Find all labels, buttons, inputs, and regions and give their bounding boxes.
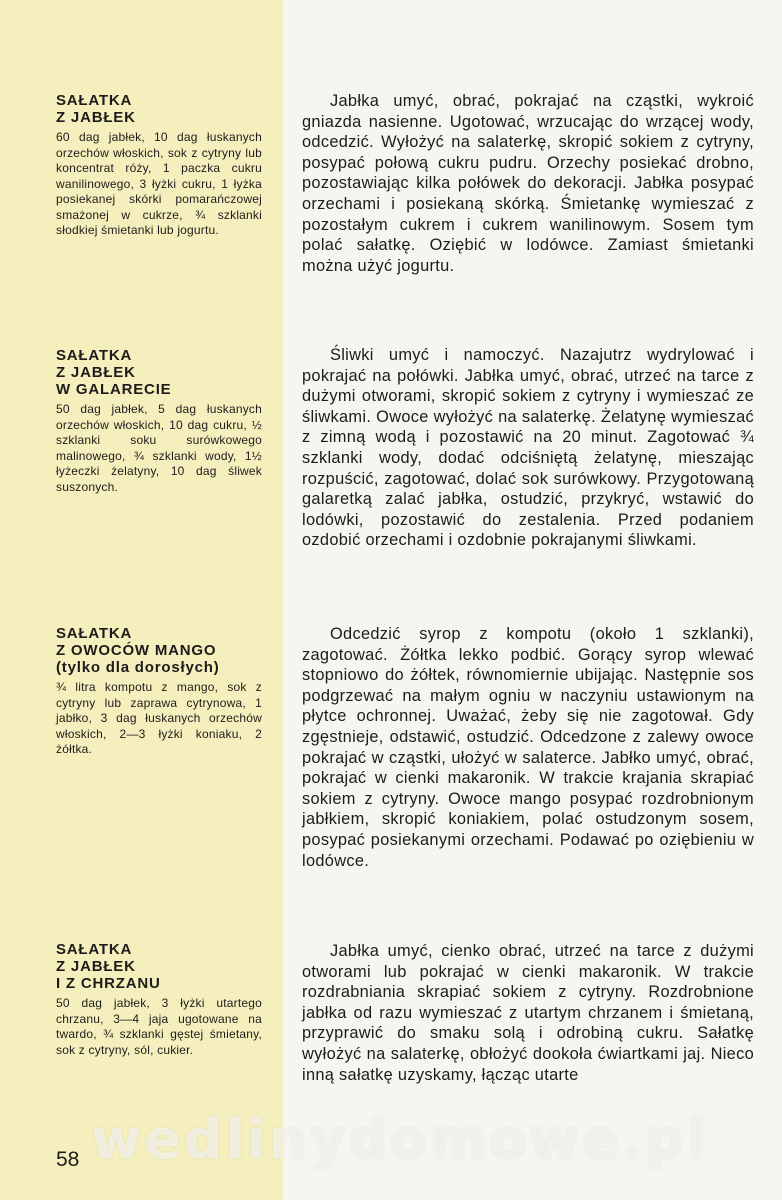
recipe-4-title	[56, 941, 262, 992]
recipe-2-method: Śliwki umyć i namoczyć. Nazajutrz wydrylować i pokrajać na połówki. Jabłka umyć, obrać, utrzeć na tarce z dużymi otworami, skropić sokiem z cytryny i wymieszać ze śliwkami. Owoce wyłożyć na salaterkę. Żelatynę wymieszać z zimną wodą i pozostawić na 20 minut. Zagotować ¾ szklanki wody, dodać odciśniętą żelatynę, mieszając rozpuścić, zagotować, dolać sok surówkowy. Przygotowaną galaretką zalać jabłka, ostudzić, przykryć, wstawić do lodówki, pozostawić do zestalenia. Przed podaniem ozdobić orzechami i ozdobnie pokrajanymi śliwkami.	[302, 346, 754, 550]
recipe-3-title	[56, 625, 262, 676]
recipe-2-title	[56, 347, 262, 398]
recipe-1-sidebar	[56, 92, 262, 239]
recipe-2-title-line-1: SAŁATKA	[56, 347, 133, 364]
recipe-1-title	[56, 92, 262, 126]
recipe-3-method: Odcedzić syrop z kompotu (około 1 szklanki), zagotować. Żółtka lekko podbić. Gorący syrop wlewać stopniowo do żółtek, równomiernie ubijając. Następnie sos podgrzewać na małym ogniu w naczyniu ustawionym na płytce ochronnej. Uważać, żeby się nie zagotował. Gdy zgęstnieje, odstawić, ostudzić. Odcedzone z zalewy owoce pokrajać w cząstki, ułożyć w salaterce. Jabłko umyć, obrać, pokrajać w cienki makaronik. W trakcie krajania skrapiać sokiem z cytryny. Owoce mango posypać rozdrobnionym jabłkiem, skropić koniakiem, polać ostudzonym sosem, posypać posiekanymi orzechami. Podawać po oziębieniu w lodówce.	[302, 625, 754, 870]
recipe-4-title-line-1: SAŁATKA	[56, 941, 133, 958]
recipe-1-ingredients: 60 dag jabłek, 10 dag łuskanych orzechów włoskich, sok z cytryny lub koncentrat róży, 1 paczka cukru wanilinowego, 3 łyżki cukru, 1 łyżka posiekanej skórki pomarańczowej smażonej w cukrze, ¾ szklanki słodkiej śmietanki lub jogurtu.	[56, 130, 262, 237]
recipe-1-method: Jabłka umyć, obrać, pokrajać na cząstki, wykroić gniazda nasienne. Ugotować, wrzucając do wrzącej wody, odcedzić. Wyłożyć na salaterkę, skropić sokiem z cytryny, posypać połową cukru pudru. Orzechy posiekać drobno, pozostawiając kilka połówek do dekoracji. Jabłka posypać orzechami i posiekaną skórką. Śmietankę wymieszać z pozostałym cukrem i cukrem wanilinowym. Sosem tym polać sałatkę. Oziębić w lodówce. Zamiast śmietanki można użyć jogurtu.	[302, 92, 754, 275]
recipe-3-title-line-3: (tylko dla dorosłych)	[56, 659, 220, 676]
recipe-4-title-line-3: I Z CHRZANU	[56, 975, 161, 992]
recipe-4-title-line-2: Z JABŁEK	[56, 958, 136, 975]
recipe-4-ingredients: 50 dag jabłek, 3 łyżki utartego chrzanu, 3—4 jaja ugotowane na twardo, ¾ szklanki gęstej śmietany, sok z cytryny, sól, cukier.	[56, 996, 262, 1057]
recipe-2-ingredients: 50 dag jabłek, 5 dag łuskanych orzechów włoskich, 10 dag cukru, ½ szklanki soku surówkowego malinowego, ¾ szklanki wody, 1½ łyżeczki żelatyny, 10 dag śliwek suszonych.	[56, 402, 262, 494]
recipe-2-sidebar	[56, 347, 262, 495]
recipe-2-title-line-2: Z JABŁEK	[56, 364, 136, 381]
recipe-3-ingredients: ¾ litra kompotu z mango, sok z cytryny lub zaprawa cytrynowa, 1 jabłko, 3 dag łuskanych orzechów włoskich, 2—3 łyżki koniaku, 2 żółtka.	[56, 680, 262, 756]
recipe-1-title-line-2: Z JABŁEK	[56, 109, 136, 126]
recipe-2-title-line-3: W GALARECIE	[56, 381, 172, 398]
watermark: wedlinydomowe.pl	[91, 1108, 709, 1171]
recipe-4-sidebar	[56, 941, 262, 1058]
recipe-3-title-line-2: Z OWOCÓW MANGO	[56, 642, 217, 659]
recipe-1-title-line-1: SAŁATKA	[56, 92, 133, 109]
recipe-3-sidebar	[56, 625, 262, 758]
page-number: 58	[56, 1148, 80, 1171]
recipe-4-method: Jabłka umyć, cienko obrać, utrzeć na tarce z dużymi otworami lub pokrajać w cienki makaronik. W trakcie rozdrabniania skrapiać sokiem z cytryny. Rozdrobnione jabłka od razu wymieszać z utartym chrzanem i śmietaną, przyprawić do smaku solą i odrobiną cukru. Sałatkę wyłożyć na salaterkę, obłożyć dookoła ćwiartkami jaj. Nieco inną sałatkę uzyskamy, łącząc utarte	[302, 942, 754, 1084]
recipe-3-title-line-1: SAŁATKA	[56, 625, 133, 642]
